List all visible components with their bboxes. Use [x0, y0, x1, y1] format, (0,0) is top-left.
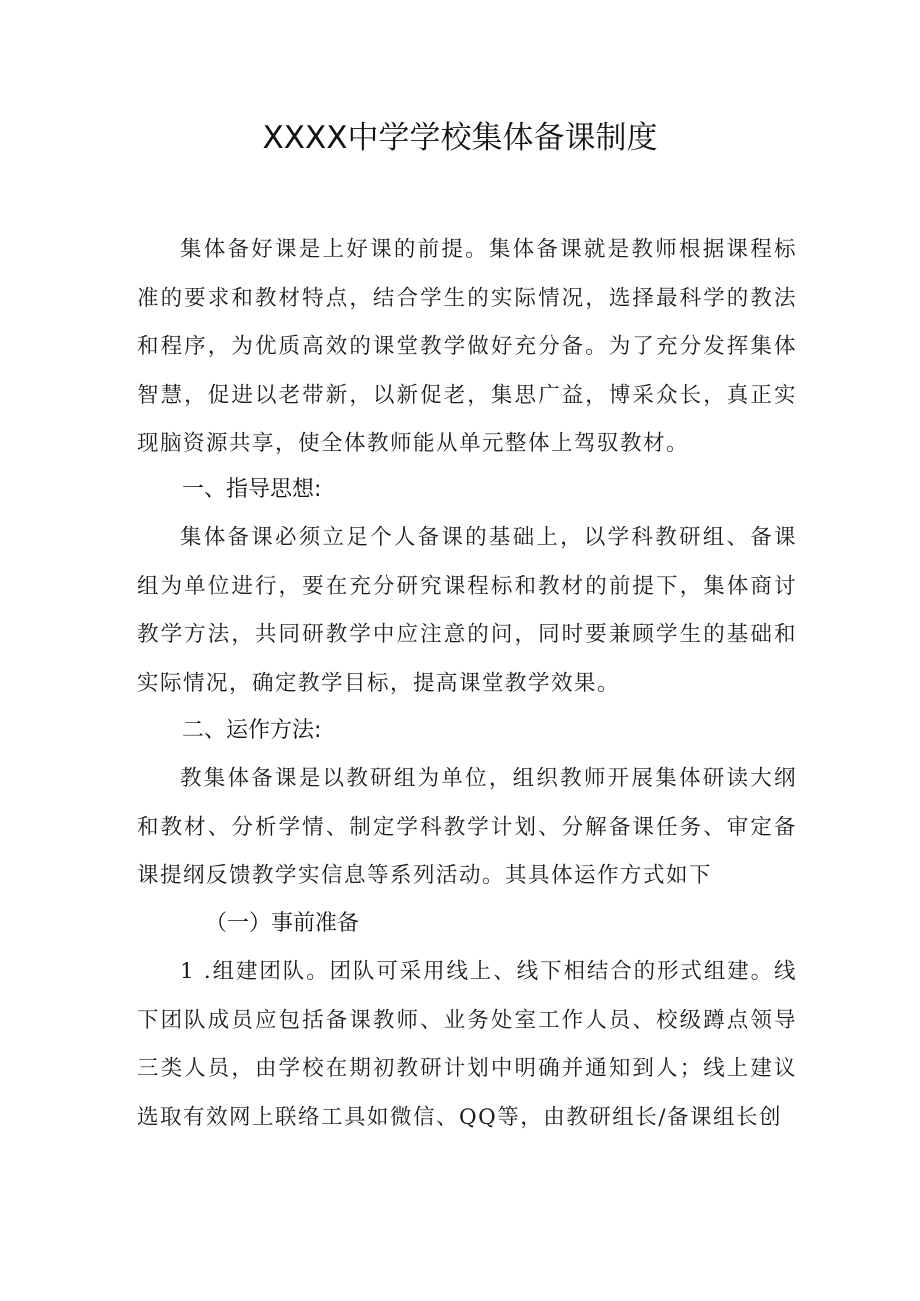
subsection-heading-preparation: （一）事前准备	[205, 911, 360, 936]
section-heading-operation-method: 二、运作方法:	[182, 718, 322, 743]
section-body-guiding-ideas: 集体备课必须立足个人备课的基础上，以学科教研组、备课组为单位进行，要在充分研究课程标和教材的前提下，集体商讨教学方法，共同研教学中应注意的问，同时要兼顾学生的基础和实际情况，确定教学目标，提高课堂教学效果。	[137, 525, 797, 696]
section-body-operation-method: 教集体备课是以教研组为单位，组织教师开展集体研读大纲和教材、分析学情、制定学科教学计划、分解备课任务、审定备课提纲反馈教学实信息等系列活动。其具体运作方式如下	[137, 766, 797, 888]
subsection-body-preparation: 1 .组建团队。团队可采用线上、线下相结合的形式组建。线下团队成员应包括备课教师、业务处室工作人员、校级蹲点领导三类人员，由学校在期初教研计划中明确并通知到人；线上建议选取有效网上联络工具如微信、QQ等，由教研组长/备课组长创	[137, 959, 797, 1130]
section-heading-guiding-ideas: 一、指导思想:	[182, 477, 322, 502]
document-title: XXXX中学学校集体备课制度	[262, 120, 658, 156]
intro-paragraph: 集体备好课是上好课的前提。集体备课就是教师根据课程标准的要求和教材特点，结合学生的实际情况，选择最科学的教法和程序，为优质高效的课堂教学做好充分备。为了充分发挥集体智慧，促进以老带新，以新促老，集思广益，博采众长，真正实现脑资源共享，使全体教师能从单元整体上驾驭教材。	[137, 237, 797, 456]
